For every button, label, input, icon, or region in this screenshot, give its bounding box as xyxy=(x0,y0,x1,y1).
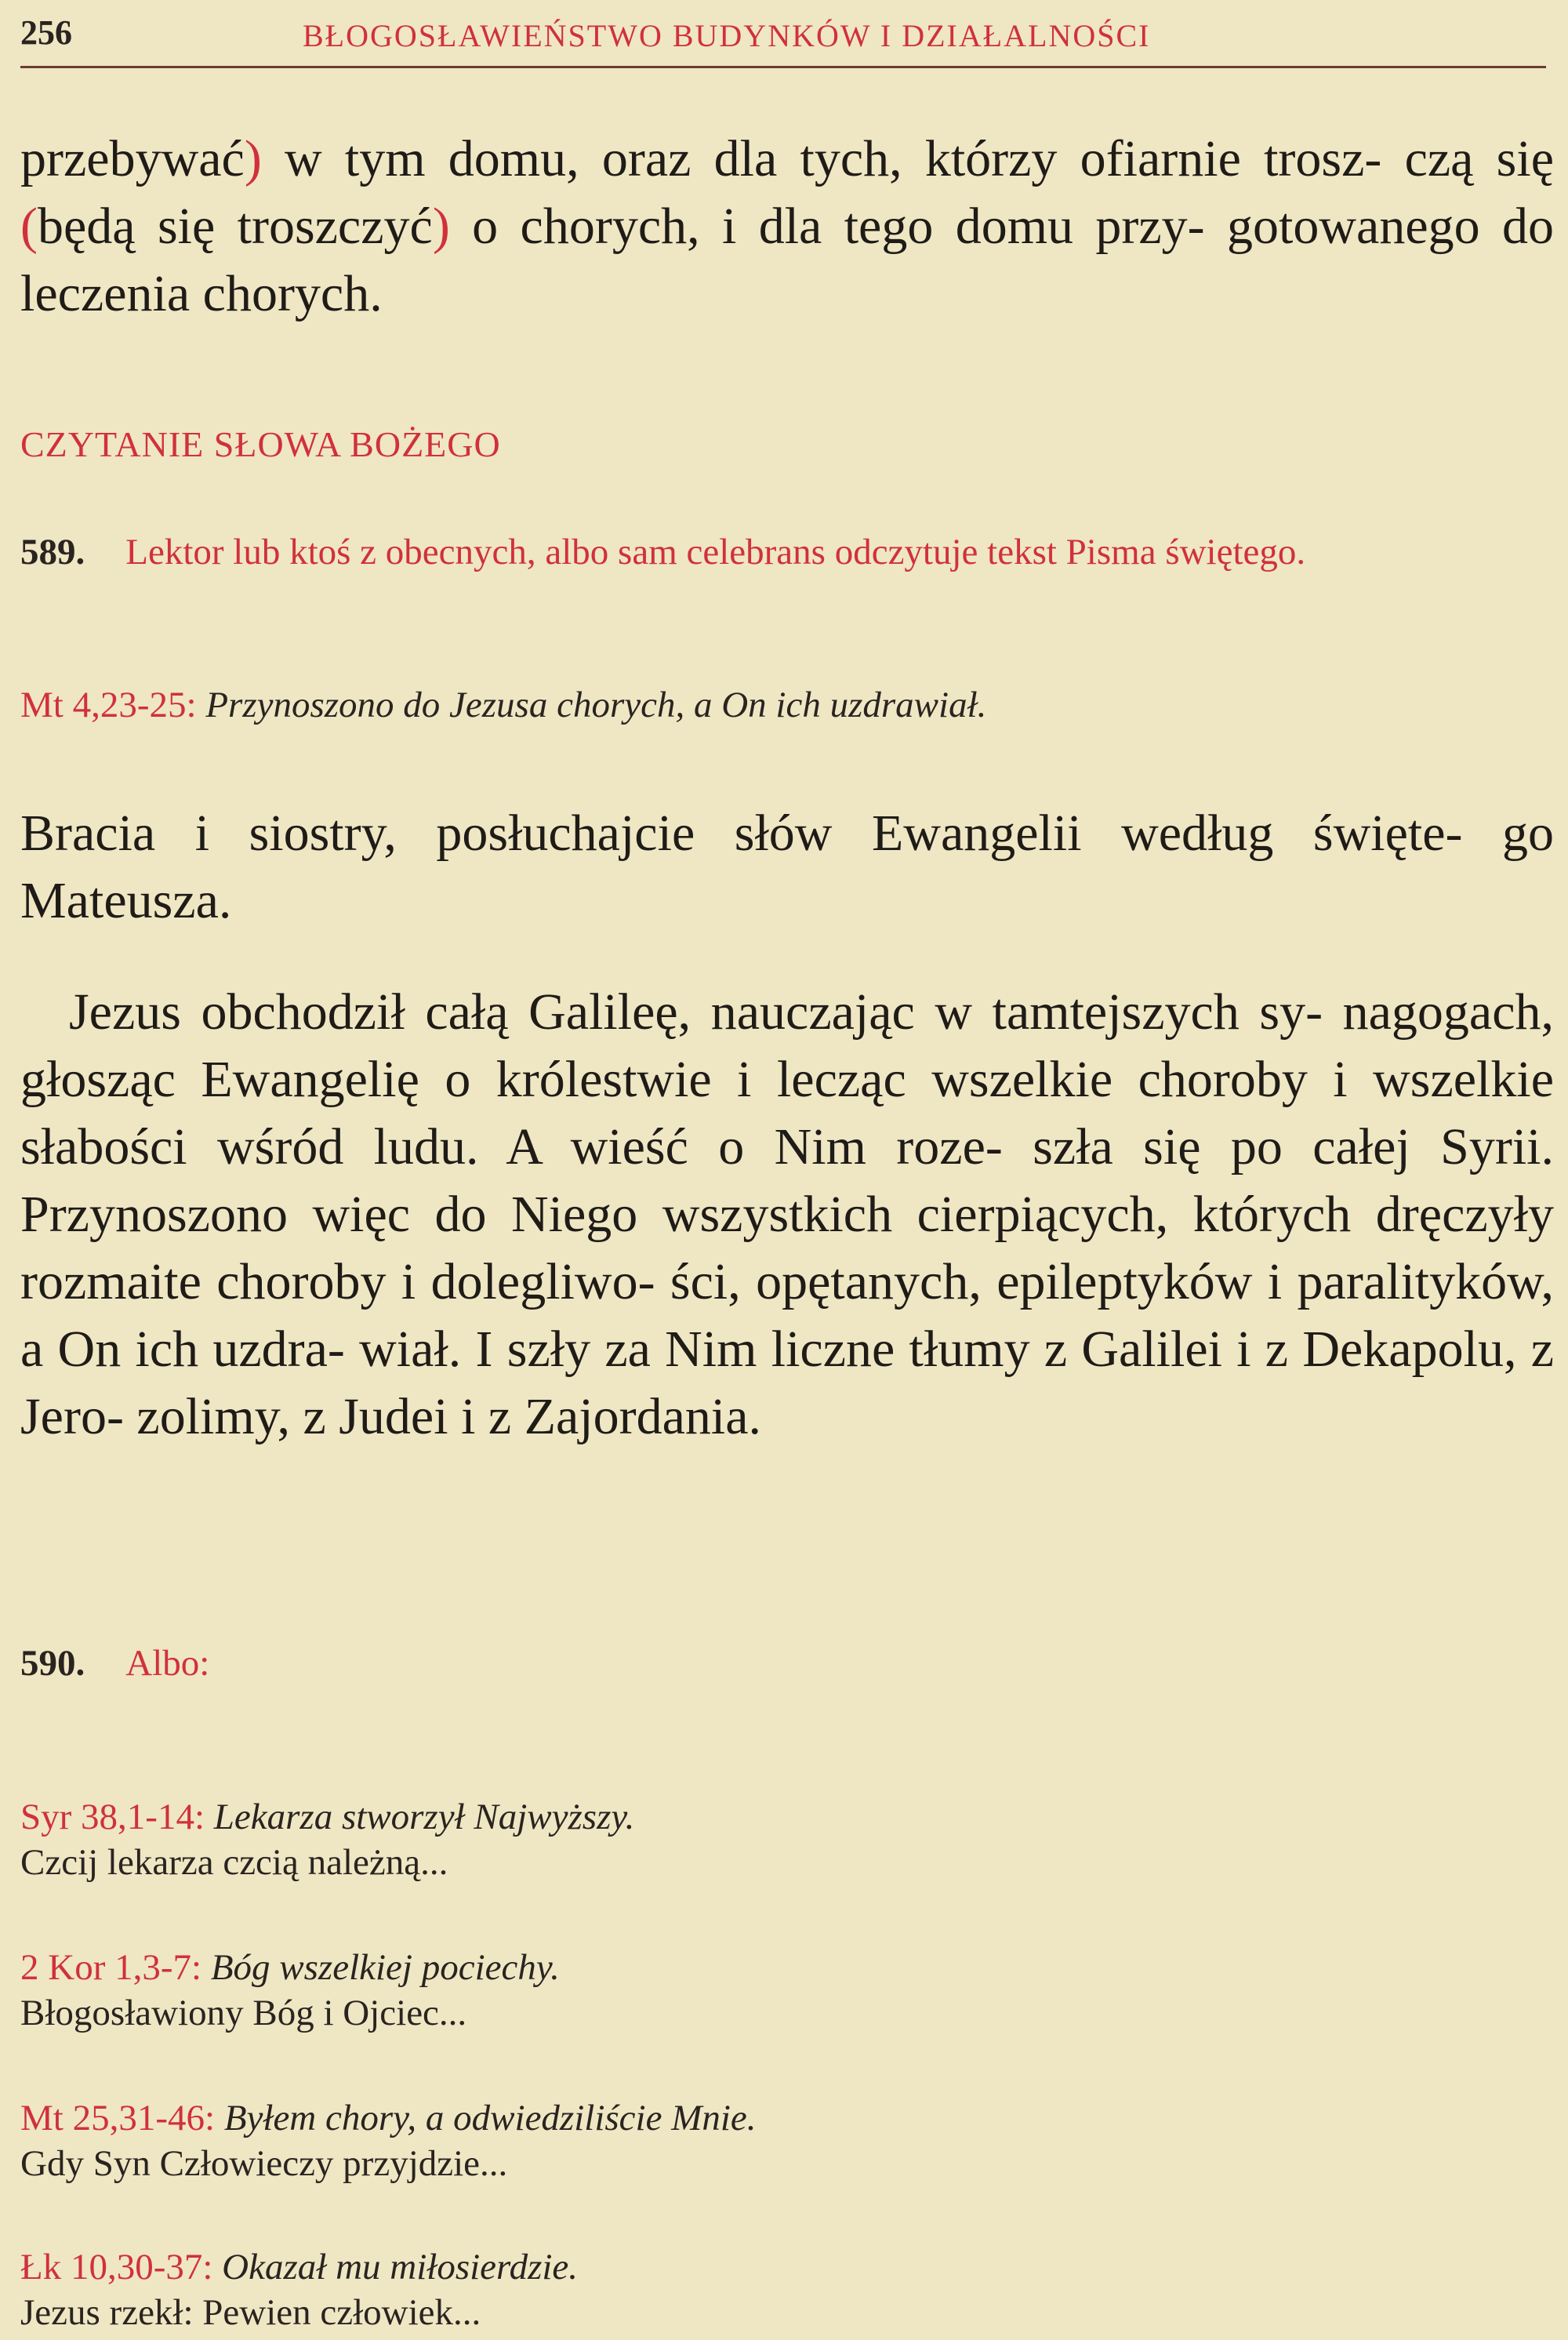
rubric-text: Albo: xyxy=(125,1643,210,1684)
alternative-reading xyxy=(20,1794,634,1885)
intro-bracket-b: ( xyxy=(20,198,38,255)
alt-ref: Łk 10,30-37: xyxy=(20,2247,213,2287)
page-number: 256 xyxy=(20,13,72,52)
rubric-number: 590. xyxy=(20,1643,85,1684)
gospel-text xyxy=(20,979,1554,1451)
running-title: BŁOGOSŁAWIEŃSTWO BUDYNKÓW I DZIAŁALNOŚCI xyxy=(303,18,1151,53)
alternative-reading xyxy=(20,2244,578,2335)
intro-bracket-c: ) xyxy=(432,198,450,255)
alt-incipit: Czcij lekarza czcią należną... xyxy=(20,1842,448,1883)
intro-text-a: przebywać xyxy=(20,130,245,187)
rubric-text: Lektor lub ktoś z obecnych, albo sam celebrans odczytuje tekst Pisma świętego. xyxy=(125,532,1306,572)
intro-text-d: o chorych, i dla tego domu przy- gotowanego do leczenia chorych. xyxy=(20,198,1554,322)
section-title: CZYTANIE SŁOWA BOŻEGO xyxy=(20,424,501,464)
alt-ref: 2 Kor 1,3-7: xyxy=(20,1947,202,1988)
alt-ref: Mt 25,31-46: xyxy=(20,2098,216,2138)
alt-incipit: Gdy Syn Człowieczy przyjdzie... xyxy=(20,2143,508,2184)
reading-ref: Mt 4,23-25: xyxy=(20,685,197,725)
rubric-number: 589. xyxy=(20,532,85,572)
rubric-589 xyxy=(20,529,1554,575)
alt-title: Bóg wszelkiej pociechy. xyxy=(210,1947,560,1988)
alt-ref: Syr 38,1-14: xyxy=(20,1797,205,1837)
alt-title: Byłem chory, a odwiedziliście Mnie. xyxy=(223,2098,757,2138)
alt-incipit: Błogosławiony Bóg i Ojciec... xyxy=(20,1993,467,2033)
alt-title: Okazał mu miłosierdzie. xyxy=(222,2247,579,2287)
intro-bracket-a: ) xyxy=(244,130,262,187)
alt-title: Lekarza stworzył Najwyższy. xyxy=(213,1797,635,1837)
page-header xyxy=(20,11,1546,68)
reading-title: Przynoszono do Jezusa chorych, a On ich uzdrawiał. xyxy=(205,685,987,725)
announcement-text: Bracia i siostry, posłuchajcie słów Ewangelii według święte- go Mateusza. xyxy=(20,805,1554,929)
alternative-reading xyxy=(20,1945,560,2036)
intro-paragraph-full xyxy=(20,125,1554,328)
gospel-paragraph: Jezus obchodził całą Galileę, nauczając w tamtejszych sy- nagogach, głosząc Ewangelię o królestwie i lecząc wszelkie choroby i wszelkie słabości wśród ludu. A wieść o Nim roze- szła się po całej Syrii. Przynoszono więc do Niego wszystkich cierpiących, których dręczyły rozmaite choroby i dolegliwo- ści, opętanych, epileptyków i paralityków, a On ich uzdra- wiał. I szły za Nim liczne tłumy z Galilei i z Dekapolu, z Jero- zolimy, z Judei i z Zajordania. xyxy=(20,983,1554,1445)
rubric-590 xyxy=(20,1641,1554,1686)
reading-reference xyxy=(20,682,986,728)
alternative-reading xyxy=(20,2095,757,2186)
alt-incipit: Jezus rzekł: Pewien człowiek... xyxy=(20,2292,481,2333)
gospel-announcement xyxy=(20,800,1554,935)
intro-text-c: będą się troszczyć xyxy=(37,198,433,255)
intro-text-b: w tym domu, oraz dla tych, którzy ofiarnie trosz- czą się xyxy=(261,130,1554,187)
